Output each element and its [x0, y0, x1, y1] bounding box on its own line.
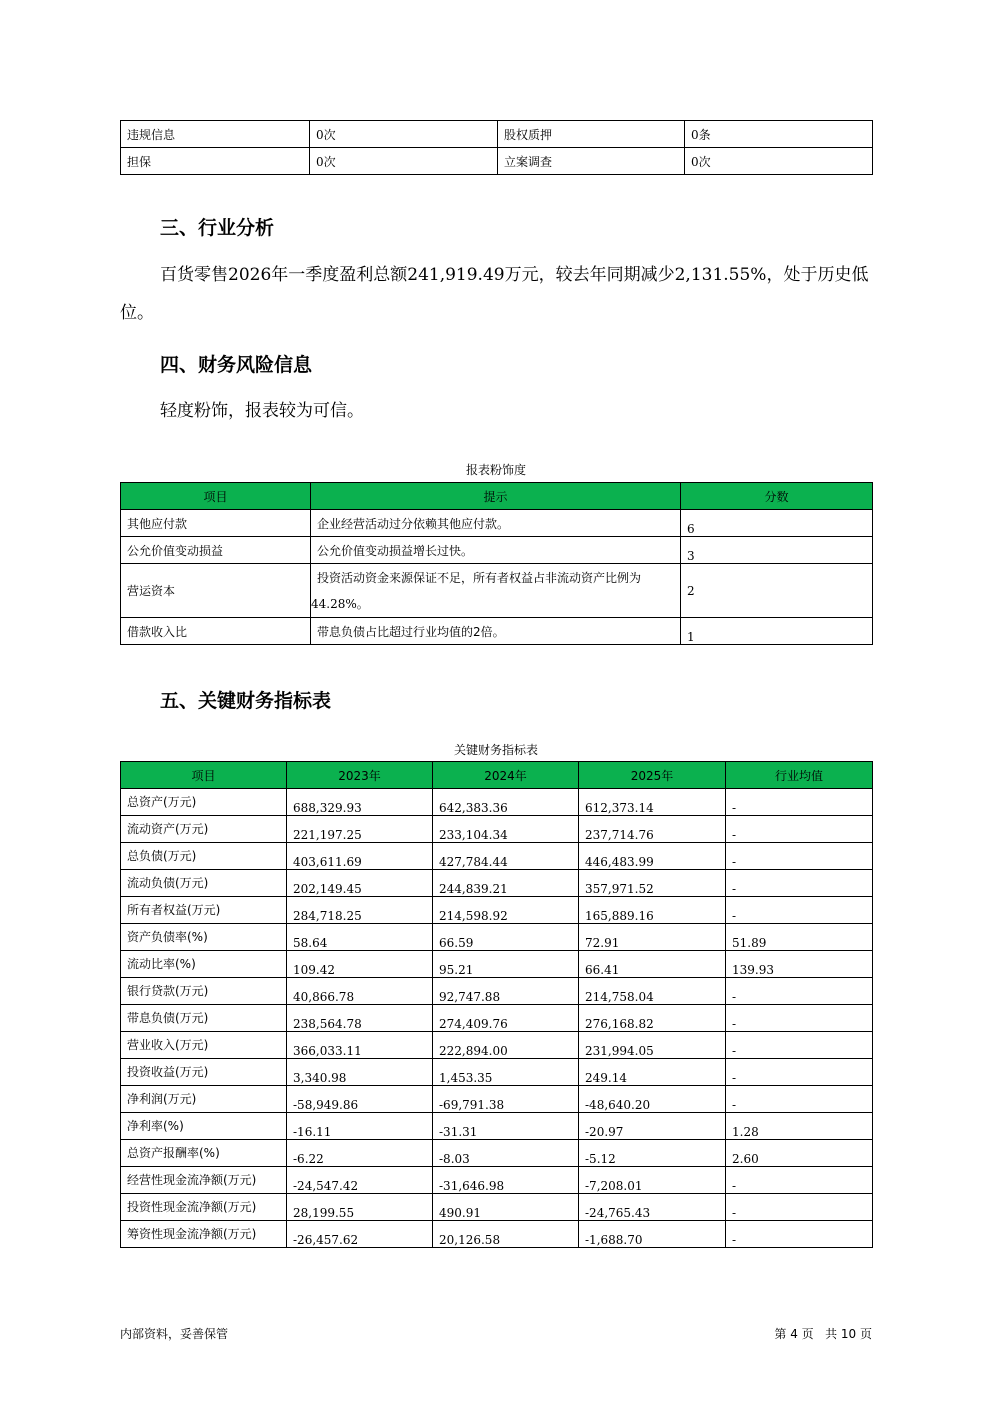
hint-cell: 企业经营活动过分依赖其他应付款。 [311, 510, 681, 537]
indicator-label-cell: 总资产(万元) [121, 789, 287, 816]
indicator-label-cell: 带息负债(万元) [121, 1005, 287, 1032]
industry-paragraph-line1: 百货零售2026年一季度盈利总额241,919.49万元，较去年同期减少2,131.55%，处于历史低 [160, 265, 869, 285]
column-header: 2024年 [433, 762, 579, 789]
value-cell: -24,765.43 [579, 1194, 726, 1221]
value-cell: - [726, 870, 873, 897]
table-row [121, 1194, 873, 1221]
indicator-label-cell: 净利率(%) [121, 1113, 287, 1140]
value-cell: 202,149.45 [287, 870, 433, 897]
column-header: 提示 [311, 483, 681, 510]
column-header: 2025年 [579, 762, 726, 789]
footer-page-number: 第 4 页 共 10 页 [774, 1327, 872, 1341]
column-header: 2023年 [287, 762, 433, 789]
table-cell: 股权质押 [498, 121, 685, 148]
value-cell: - [726, 1005, 873, 1032]
value-cell: 51.89 [726, 924, 873, 951]
table-row [121, 148, 873, 175]
value-cell: -7,208.01 [579, 1167, 726, 1194]
value-cell: 20,126.58 [433, 1221, 579, 1248]
value-cell: - [726, 843, 873, 870]
table-row [121, 978, 873, 1005]
value-cell: 231,994.05 [579, 1032, 726, 1059]
value-cell: -31,646.98 [433, 1167, 579, 1194]
value-cell: 58.64 [287, 924, 433, 951]
value-cell: - [726, 1086, 873, 1113]
value-cell: 357,971.52 [579, 870, 726, 897]
value-cell: -48,640.20 [579, 1086, 726, 1113]
indicator-label-cell: 所有者权益(万元) [121, 897, 287, 924]
value-cell: -26,457.62 [287, 1221, 433, 1248]
table-cell: 担保 [121, 148, 310, 175]
value-cell: 95.21 [433, 951, 579, 978]
table-row [121, 1221, 873, 1248]
score-cell: 2 [681, 564, 873, 618]
table-row [121, 1113, 873, 1140]
hint-line: 44.28%。 [311, 596, 369, 611]
value-cell: 366,033.11 [287, 1032, 433, 1059]
value-cell: 214,758.04 [579, 978, 726, 1005]
indicator-label-cell: 营业收入(万元) [121, 1032, 287, 1059]
table-row [121, 564, 873, 618]
value-cell: 139.93 [726, 951, 873, 978]
table-row [121, 951, 873, 978]
table-row [121, 1059, 873, 1086]
financial-risk-paragraph: 轻度粉饰，报表较为可信。 [160, 401, 364, 421]
value-cell: 3,340.98 [287, 1059, 433, 1086]
table-row [121, 1086, 873, 1113]
value-cell: 92,747.88 [433, 978, 579, 1005]
table-row [121, 843, 873, 870]
value-cell: 612,373.14 [579, 789, 726, 816]
indicator-label-cell: 净利润(万元) [121, 1086, 287, 1113]
value-cell: 274,409.76 [433, 1005, 579, 1032]
value-cell: 233,104.34 [433, 816, 579, 843]
industry-paragraph-line2: 位。 [120, 303, 154, 323]
value-cell: - [726, 1032, 873, 1059]
value-cell: 284,718.25 [287, 897, 433, 924]
table-row [121, 924, 873, 951]
indicator-label-cell: 经营性现金流净额(万元) [121, 1167, 287, 1194]
indicator-label-cell: 流动负债(万元) [121, 870, 287, 897]
value-cell: -20.97 [579, 1113, 726, 1140]
indicator-label-cell: 筹资性现金流净额(万元) [121, 1221, 287, 1248]
table-row [121, 870, 873, 897]
value-cell: 222,894.00 [433, 1032, 579, 1059]
indicator-label-cell: 总资产报酬率(%) [121, 1140, 287, 1167]
column-header: 分数 [681, 483, 873, 510]
value-cell: 238,564.78 [287, 1005, 433, 1032]
value-cell: 244,839.21 [433, 870, 579, 897]
value-cell: -8.03 [433, 1140, 579, 1167]
value-cell: 490.91 [433, 1194, 579, 1221]
value-cell: 66.41 [579, 951, 726, 978]
indicator-label-cell: 银行贷款(万元) [121, 978, 287, 1005]
value-cell: 642,383.36 [433, 789, 579, 816]
violation-info-table [120, 120, 873, 175]
value-cell: 276,168.82 [579, 1005, 726, 1032]
table-row [121, 789, 873, 816]
table-cell: 0条 [685, 121, 873, 148]
score-cell: 6 [681, 510, 873, 537]
table-row [121, 1032, 873, 1059]
kpi-table-caption: 关键财务指标表 [453, 743, 538, 757]
table-row [121, 537, 873, 564]
value-cell: -24,547.42 [287, 1167, 433, 1194]
hint-line: 投资活动资金来源保证不足，所有者权益占非流动资产比例为 [317, 570, 642, 585]
value-cell: 40,866.78 [287, 978, 433, 1005]
table-header-row [121, 483, 873, 510]
indicator-label-cell: 总负债(万元) [121, 843, 287, 870]
value-cell: 427,784.44 [433, 843, 579, 870]
table-row [121, 121, 873, 148]
hint-cell: 带息负债占比超过行业均值的2倍。 [311, 618, 681, 645]
indicator-label-cell: 流动比率(%) [121, 951, 287, 978]
value-cell: 249.14 [579, 1059, 726, 1086]
value-cell: 72.91 [579, 924, 726, 951]
item-cell: 其他应付款 [121, 510, 311, 537]
value-cell: - [726, 789, 873, 816]
score-cell: 1 [681, 618, 873, 645]
item-cell: 借款收入比 [121, 618, 311, 645]
item-cell: 公允价值变动损益 [121, 537, 311, 564]
score-cell: 3 [681, 537, 873, 564]
value-cell: - [726, 1167, 873, 1194]
hint-cell: 公允价值变动损益增长过快。 [311, 537, 681, 564]
value-cell: - [726, 978, 873, 1005]
value-cell: -31.31 [433, 1113, 579, 1140]
value-cell: 109.42 [287, 951, 433, 978]
value-cell: 66.59 [433, 924, 579, 951]
section-heading-financial-risk: 四、财务风险信息 [160, 354, 313, 376]
column-header: 项目 [121, 483, 311, 510]
table-row [121, 1005, 873, 1032]
indicator-label-cell: 资产负债率(%) [121, 924, 287, 951]
indicator-label-cell: 投资收益(万元) [121, 1059, 287, 1086]
table-row [121, 816, 873, 843]
report-embellishment-table [120, 482, 873, 645]
table-header-row [121, 762, 873, 789]
indicator-label-cell: 投资性现金流净额(万元) [121, 1194, 287, 1221]
value-cell: 688,329.93 [287, 789, 433, 816]
value-cell: 403,611.69 [287, 843, 433, 870]
hint-cell [311, 564, 681, 618]
value-cell: 446,483.99 [579, 843, 726, 870]
table-row [121, 1167, 873, 1194]
value-cell: -69,791.38 [433, 1086, 579, 1113]
value-cell: 1.28 [726, 1113, 873, 1140]
value-cell: - [726, 816, 873, 843]
indicator-label-cell: 流动资产(万元) [121, 816, 287, 843]
table-row [121, 510, 873, 537]
section-heading-key-indicators: 五、关键财务指标表 [160, 690, 332, 712]
value-cell: -58,949.86 [287, 1086, 433, 1113]
value-cell: -16.11 [287, 1113, 433, 1140]
value-cell: 1,453.35 [433, 1059, 579, 1086]
value-cell: - [726, 1221, 873, 1248]
value-cell: -5.12 [579, 1140, 726, 1167]
value-cell: 237,714.76 [579, 816, 726, 843]
table-cell: 违规信息 [121, 121, 310, 148]
value-cell: 165,889.16 [579, 897, 726, 924]
value-cell: 2.60 [726, 1140, 873, 1167]
table-row [121, 1140, 873, 1167]
value-cell: - [726, 1059, 873, 1086]
section-heading-industry: 三、行业分析 [160, 217, 275, 239]
column-header: 项目 [121, 762, 287, 789]
key-financial-indicators-table [120, 761, 873, 1248]
table-cell: 0次 [685, 148, 873, 175]
value-cell: -6.22 [287, 1140, 433, 1167]
table-cell: 0次 [310, 121, 498, 148]
value-cell: 221,197.25 [287, 816, 433, 843]
table-cell: 立案调查 [498, 148, 685, 175]
value-cell: -1,688.70 [579, 1221, 726, 1248]
column-header: 行业均值 [726, 762, 873, 789]
table-row [121, 618, 873, 645]
item-cell: 营运资本 [121, 564, 311, 618]
value-cell: 214,598.92 [433, 897, 579, 924]
footer-confidential-note: 内部资料，妥善保管 [120, 1327, 229, 1341]
risk-table-caption: 报表粉饰度 [465, 463, 526, 477]
table-row [121, 897, 873, 924]
value-cell: - [726, 897, 873, 924]
table-cell: 0次 [310, 148, 498, 175]
value-cell: 28,199.55 [287, 1194, 433, 1221]
value-cell: - [726, 1194, 873, 1221]
